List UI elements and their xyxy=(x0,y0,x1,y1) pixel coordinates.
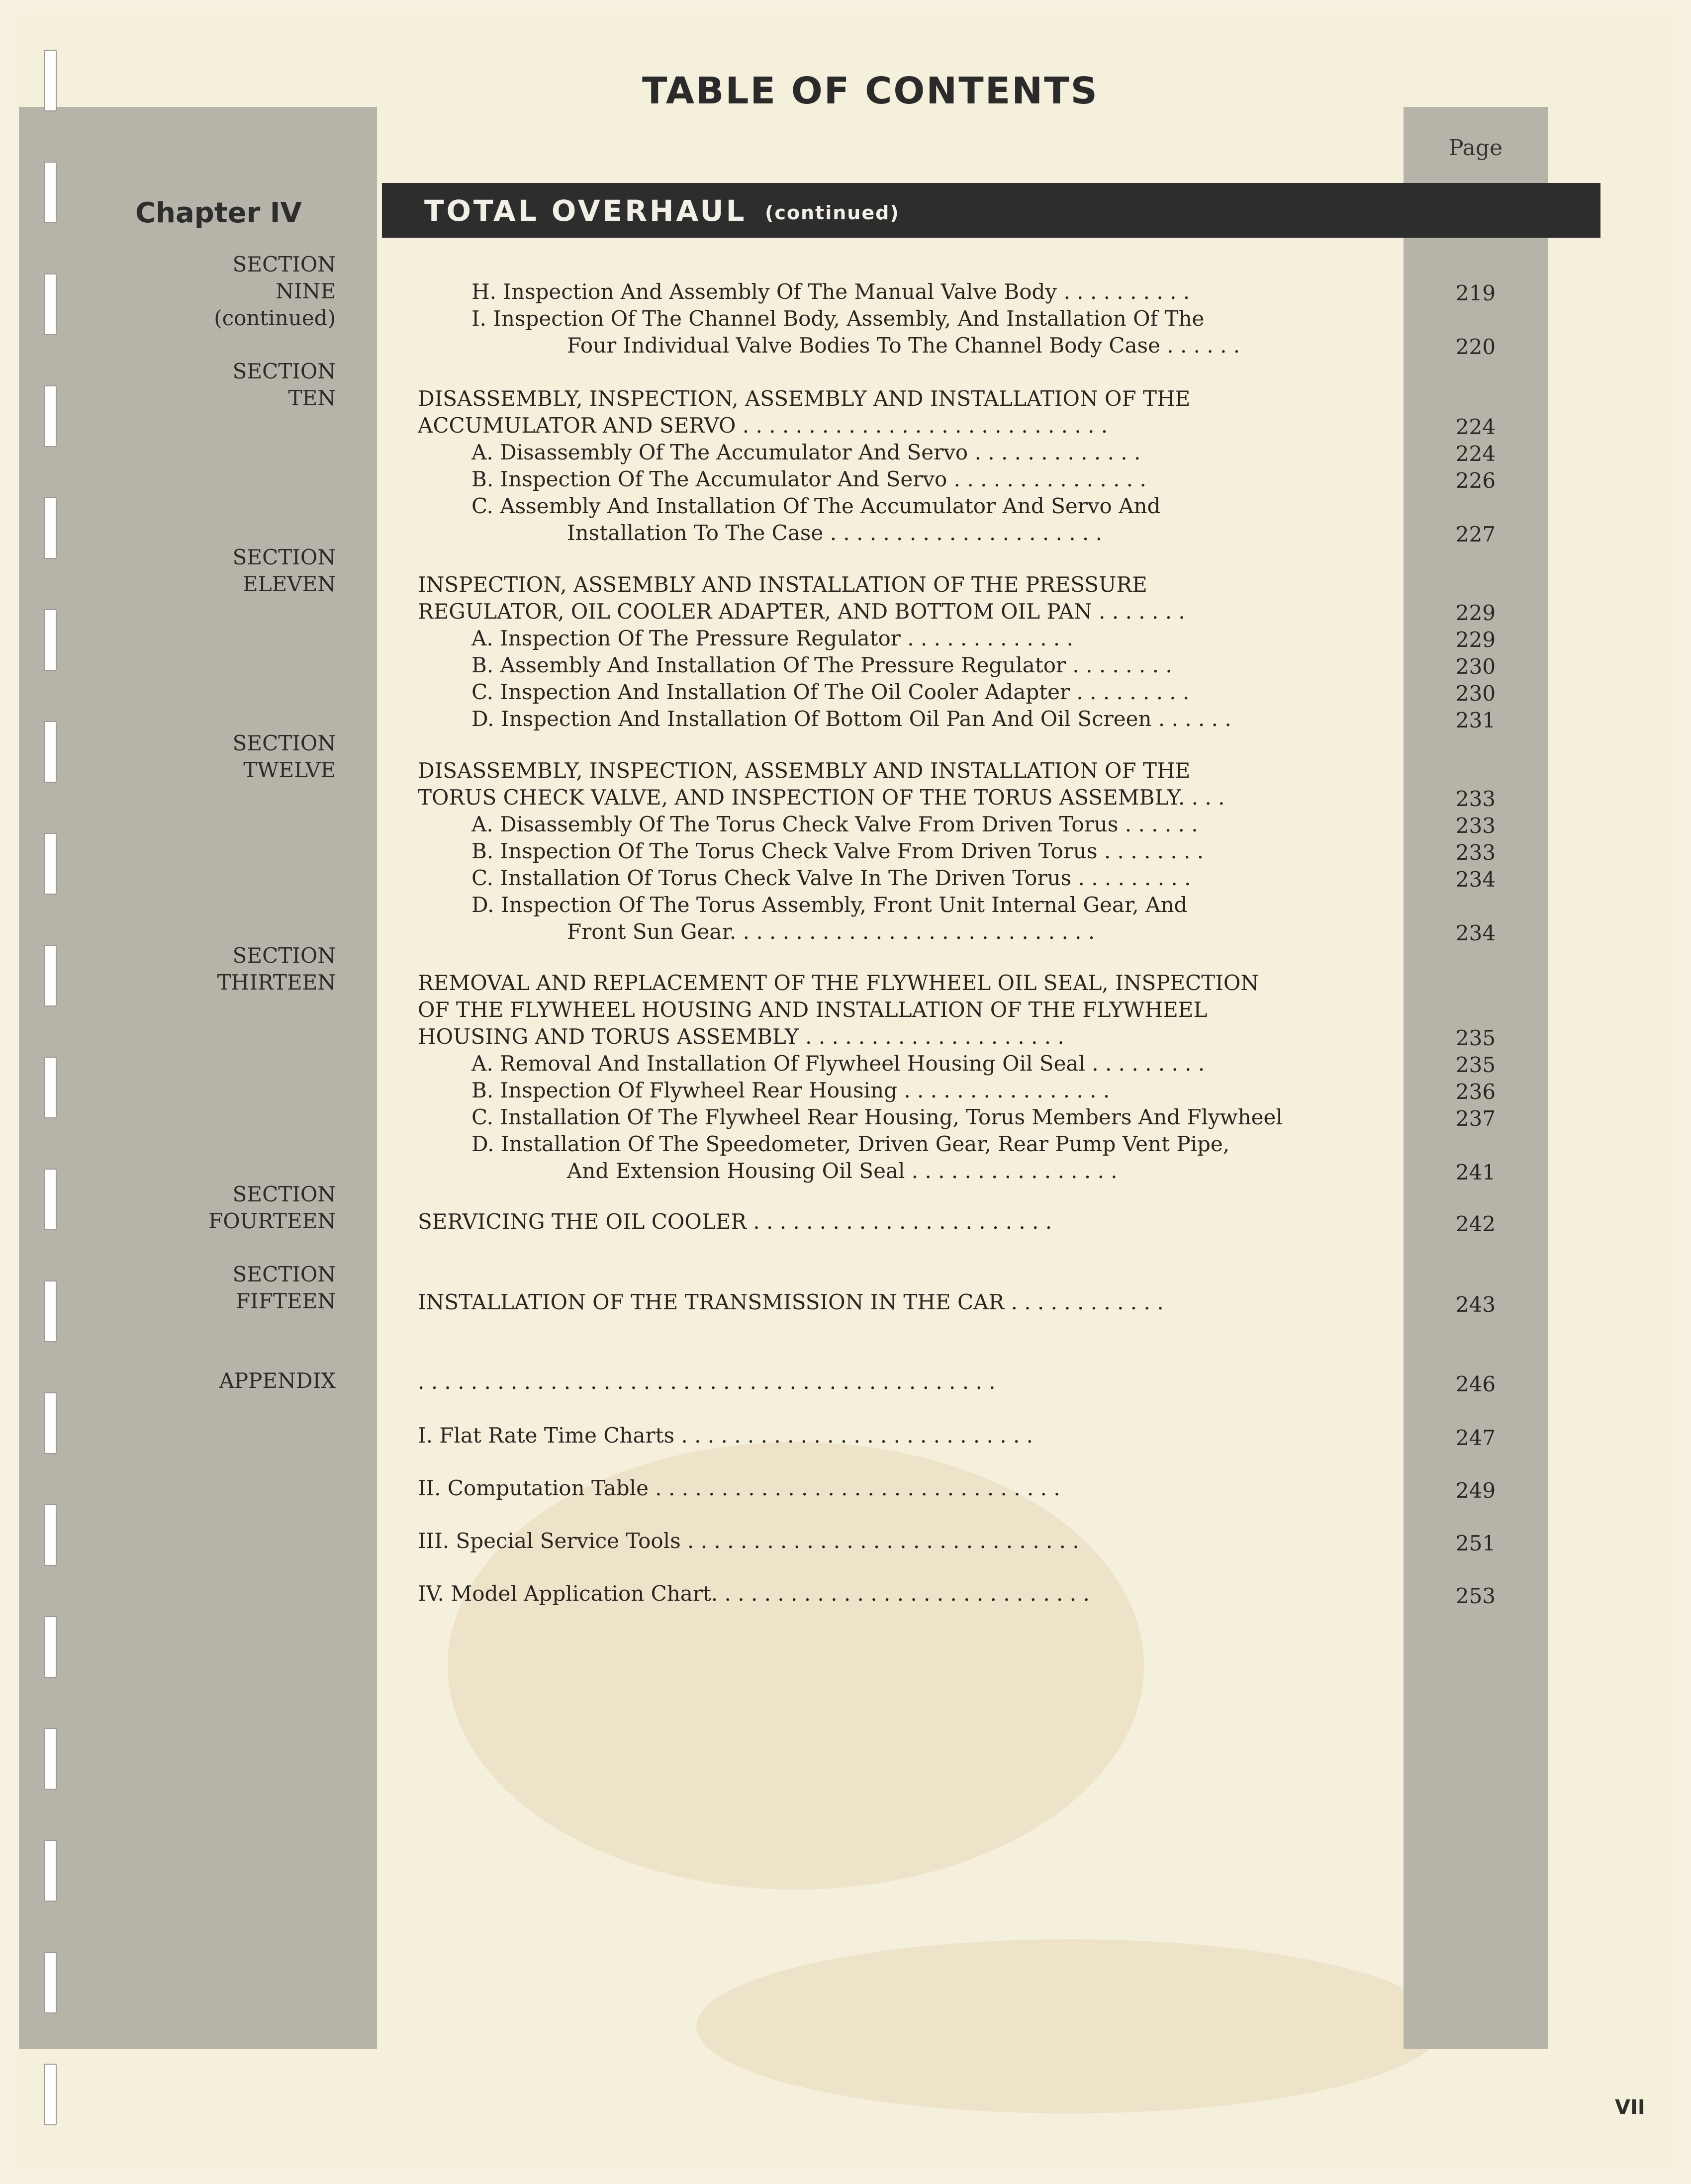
binding-hole xyxy=(44,609,57,671)
binding-hole xyxy=(44,1504,57,1566)
toc-entry: OF THE FLYWHEEL HOUSING AND INSTALLATION OF THE FLYWHEEL xyxy=(418,998,1208,1022)
section-label: FOURTEEN xyxy=(208,1209,336,1233)
binding-hole xyxy=(44,1057,57,1118)
toc-entry: II. Computation Table . . . . . . . . . . . . . . . . . . . . . . . . . . . . . . . xyxy=(418,1476,1060,1500)
page-number-band xyxy=(1404,107,1548,2049)
page-number: 230 xyxy=(1455,681,1496,706)
page-number: 249 xyxy=(1455,1478,1496,1503)
binding-hole xyxy=(44,273,57,335)
toc-entry: A. Disassembly Of The Accumulator And Servo . . . . . . . . . . . . . xyxy=(471,440,1141,464)
binding-hole xyxy=(44,721,57,783)
toc-entry: B. Assembly And Installation Of The Pressure Regulator . . . . . . . . xyxy=(471,653,1172,677)
binding-hole xyxy=(44,385,57,447)
toc-entry: B. Inspection Of The Accumulator And Servo . . . . . . . . . . . . . . . xyxy=(471,467,1146,491)
toc-entry: D. Inspection And Installation Of Bottom Oil Pan And Oil Screen . . . . . . xyxy=(471,707,1231,731)
page-number: 242 xyxy=(1455,1212,1496,1236)
section-label: SECTION xyxy=(232,1262,336,1286)
page-number: 251 xyxy=(1455,1531,1496,1555)
chapter-label: Chapter IV xyxy=(135,197,302,229)
toc-entry: D. Installation Of The Speedometer, Driven Gear, Rear Pump Vent Pipe, xyxy=(471,1132,1230,1156)
binding-hole xyxy=(44,50,57,111)
toc-entry: TORUS CHECK VALVE, AND INSPECTION OF THE TORUS ASSEMBLY. . . . xyxy=(418,785,1225,810)
binding-hole xyxy=(44,1952,57,2013)
page-number: 247 xyxy=(1455,1426,1496,1450)
folio-page-number: VII xyxy=(1615,2096,1645,2119)
binding-hole xyxy=(44,1840,57,1902)
binding-hole xyxy=(44,1280,57,1342)
page-number: 233 xyxy=(1455,787,1496,811)
page-number: 229 xyxy=(1455,628,1496,652)
page-number: 230 xyxy=(1455,654,1496,679)
page-number: 234 xyxy=(1455,921,1496,945)
page-number: 224 xyxy=(1455,442,1496,466)
toc-entry: I. Inspection Of The Channel Body, Assembly, And Installation Of The xyxy=(471,306,1205,331)
binding-hole xyxy=(44,1169,57,1230)
chapter-header-subtitle: (continued) xyxy=(765,202,900,224)
toc-entry: And Extension Housing Oil Seal . . . . . . . . . . . . . . . . xyxy=(567,1159,1118,1183)
section-label: SECTION xyxy=(232,545,336,569)
page-number: 236 xyxy=(1455,1080,1496,1104)
toc-entry: A. Inspection Of The Pressure Regulator . . . . . . . . . . . . . xyxy=(471,626,1073,650)
section-label: ELEVEN xyxy=(243,572,336,596)
section-label: SECTION xyxy=(232,943,336,968)
toc-entry: REMOVAL AND REPLACEMENT OF THE FLYWHEEL OIL SEAL, INSPECTION xyxy=(418,971,1259,995)
toc-entry: A. Removal And Installation Of Flywheel Housing Oil Seal . . . . . . . . . xyxy=(471,1051,1205,1076)
section-label: SECTION xyxy=(232,359,336,383)
section-label: FIFTEEN xyxy=(236,1289,336,1313)
toc-entry: C. Installation Of The Flywheel Rear Housing, Torus Members And Flywheel xyxy=(471,1105,1283,1129)
page-number: 235 xyxy=(1455,1026,1496,1050)
page-number: 226 xyxy=(1455,468,1496,493)
page-number: 241 xyxy=(1455,1160,1496,1184)
page-number: 243 xyxy=(1455,1292,1496,1317)
toc-entry: B. Inspection Of The Torus Check Valve From Driven Torus . . . . . . . . xyxy=(471,839,1204,863)
paper-stain xyxy=(696,1939,1442,2113)
section-label: (continued) xyxy=(214,306,336,330)
page-number: 219 xyxy=(1455,281,1496,305)
page-number: 233 xyxy=(1455,840,1496,865)
toc-entry: C. Installation Of Torus Check Valve In The Driven Torus . . . . . . . . . xyxy=(471,866,1191,890)
toc-entry: HOUSING AND TORUS ASSEMBLY . . . . . . . . . . . . . . . . . . . . xyxy=(418,1024,1064,1049)
chapter-header-bar xyxy=(382,183,1600,238)
chapter-header-title: TOTAL OVERHAUL xyxy=(424,194,747,228)
section-label: APPENDIX xyxy=(219,1368,336,1393)
paper-stain xyxy=(448,1442,1144,1890)
page-column-label: Page xyxy=(1448,135,1503,161)
toc-entry: DISASSEMBLY, INSPECTION, ASSEMBLY AND INSTALLATION OF THE xyxy=(418,758,1191,783)
page-number: 234 xyxy=(1455,867,1496,892)
binding-hole xyxy=(44,1728,57,1790)
toc-entry: I. Flat Rate Time Charts . . . . . . . . . . . . . . . . . . . . . . . . . . . xyxy=(418,1423,1033,1448)
binding-hole xyxy=(44,162,57,223)
page-number: 235 xyxy=(1455,1053,1496,1077)
page-number: 220 xyxy=(1455,335,1496,359)
toc-entry: SERVICING THE OIL COOLER . . . . . . . . . . . . . . . . . . . . . . . xyxy=(418,1209,1052,1234)
toc-entry: IV. Model Application Chart. . . . . . . . . . . . . . . . . . . . . . . . . . . . . xyxy=(418,1581,1090,1606)
toc-entry: INSPECTION, ASSEMBLY AND INSTALLATION OF THE PRESSURE xyxy=(418,572,1147,597)
binding-hole xyxy=(44,497,57,559)
page-number: 253 xyxy=(1455,1584,1496,1608)
page-number: 231 xyxy=(1455,708,1496,732)
toc-entry: C. Inspection And Installation Of The Oil Cooler Adapter . . . . . . . . . xyxy=(471,680,1190,704)
binding-hole xyxy=(44,833,57,895)
page-number: 229 xyxy=(1455,601,1496,625)
page-title: TABLE OF CONTENTS xyxy=(642,70,1099,112)
binding-hole xyxy=(44,2064,57,2125)
binding-hole xyxy=(44,945,57,1006)
binding-hole xyxy=(44,1616,57,1678)
toc-entry: INSTALLATION OF THE TRANSMISSION IN THE CAR . . . . . . . . . . . . xyxy=(418,1290,1164,1314)
section-label: TWELVE xyxy=(243,758,336,782)
toc-entry: H. Inspection And Assembly Of The Manual Valve Body . . . . . . . . . . xyxy=(471,279,1190,304)
toc-entry: ACCUMULATOR AND SERVO . . . . . . . . . . . . . . . . . . . . . . . . . . . . xyxy=(418,413,1108,438)
toc-entry: REGULATOR, OIL COOLER ADAPTER, AND BOTTOM OIL PAN . . . . . . . xyxy=(418,599,1185,624)
toc-entry: Four Individual Valve Bodies To The Channel Body Case . . . . . . xyxy=(567,333,1240,358)
toc-entry: . . . . . . . . . . . . . . . . . . . . . . . . . . . . . . . . . . . . . . . . . . . . xyxy=(418,1369,996,1394)
page-number: 233 xyxy=(1455,814,1496,838)
section-label: THIRTEEN xyxy=(217,970,336,995)
page-number: 227 xyxy=(1455,522,1496,546)
toc-entry: Installation To The Case . . . . . . . . . . . . . . . . . . . . . xyxy=(567,521,1102,545)
toc-entry: Front Sun Gear. . . . . . . . . . . . . . . . . . . . . . . . . . . . xyxy=(567,919,1095,944)
section-label: SECTION xyxy=(232,1182,336,1206)
toc-entry: III. Special Service Tools . . . . . . . . . . . . . . . . . . . . . . . . . . . . . . xyxy=(418,1529,1079,1553)
page-number: 224 xyxy=(1455,415,1496,439)
toc-entry: B. Inspection Of Flywheel Rear Housing . . . . . . . . . . . . . . . . xyxy=(471,1078,1110,1102)
toc-entry: A. Disassembly Of The Torus Check Valve From Driven Torus . . . . . . xyxy=(471,812,1198,836)
toc-entry: C. Assembly And Installation Of The Accumulator And Servo And xyxy=(471,494,1161,518)
binding-hole xyxy=(44,1392,57,1454)
toc-entry: DISASSEMBLY, INSPECTION, ASSEMBLY AND INSTALLATION OF THE xyxy=(418,386,1191,411)
section-label: SECTION xyxy=(232,731,336,755)
page-number: 237 xyxy=(1455,1106,1496,1131)
toc-entry: D. Inspection Of The Torus Assembly, Front Unit Internal Gear, And xyxy=(471,893,1188,917)
section-label: TEN xyxy=(288,386,336,410)
page-number: 246 xyxy=(1455,1372,1496,1396)
section-label: SECTION xyxy=(232,252,336,276)
section-label: NINE xyxy=(276,279,336,303)
